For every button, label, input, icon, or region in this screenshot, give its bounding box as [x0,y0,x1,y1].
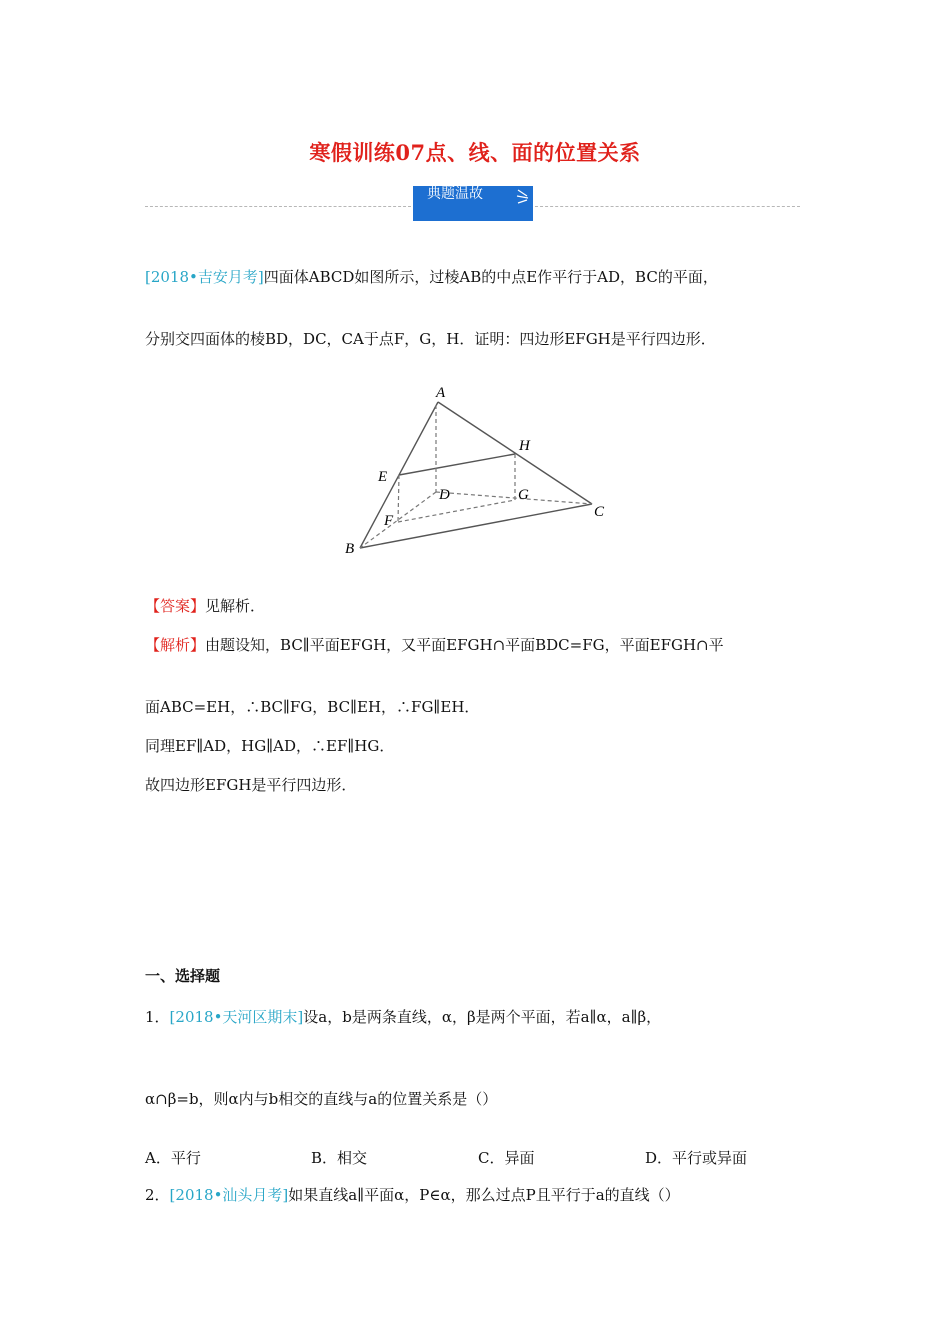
q1-text-1: 设a，b是两条直线，α，β是两个平面，若a∥α，a∥β， [303,1008,662,1026]
analysis-line-3: 同理EF∥AD，HG∥AD，∴EF∥HG． [145,737,395,755]
label-f: F [384,513,394,529]
analysis-line-1 [145,634,724,655]
analysis-text-1: 由题设知，BC∥平面EFGH，又平面EFGH∩平面BDC=FG，平面EFGH∩平 [205,636,724,654]
q1-option-d: D．平行或异面 [645,1149,748,1167]
section-banner [413,186,533,221]
problem-line-2: 分别交四面体的棱BD，DC，CA于点F，G，H．证明：四边形EFGH是平行四边形． [145,330,716,348]
analysis-tag: 【解析】 [145,636,206,654]
q2-line-1 [145,1184,680,1205]
banner-label: 典题温故 [427,186,483,202]
q1-source: [2018•天河区期末] [169,1008,304,1026]
label-a: A [436,385,446,401]
label-d: D [439,487,450,503]
q1-option-c: C．异面 [478,1149,535,1167]
problem-source: [2018•吉安月考] [145,268,264,286]
q2-source: [2018•汕头月考] [169,1186,289,1204]
label-h: H [519,438,530,454]
label-c: C [594,504,605,520]
divider-left [145,206,411,207]
section-title: 一、选择题 [145,967,221,985]
label-g: G [518,487,529,503]
answer-text: 见解析． [205,597,266,615]
answer-tag: 【答案】 [145,597,206,615]
q2-text-1: 如果直线a∥平面α，P∈α，那么过点P且平行于a的直线（） [288,1186,680,1204]
page-title: 寒假训练07点、线、面的位置关系 [309,140,641,165]
q1-number: 1． [145,1008,170,1026]
q2-number: 2． [145,1186,170,1204]
sparkle-icon [515,188,531,210]
problem-line-1 [145,266,718,287]
problem-text-1: 四面体ABCD如图所示，过棱AB的中点E作平行于AD，BC的平面， [263,268,718,286]
analysis-line-2: 面ABC=EH，∴BC∥FG，BC∥EH，∴FG∥EH． [145,698,480,716]
tetrahedron-figure [340,380,620,560]
divider-right [535,206,800,207]
analysis-line-4: 故四边形EFGH是平行四边形． [145,776,357,794]
label-b: B [345,541,355,557]
answer-line [145,595,265,616]
q1-option-a: A．平行 [145,1149,201,1167]
label-e: E [378,469,388,485]
q1-line-2: α∩β=b，则α内与b相交的直线与a的位置关系是（） [145,1090,498,1108]
q1-line-1 [145,1006,661,1027]
q1-option-b: B．相交 [311,1149,368,1167]
